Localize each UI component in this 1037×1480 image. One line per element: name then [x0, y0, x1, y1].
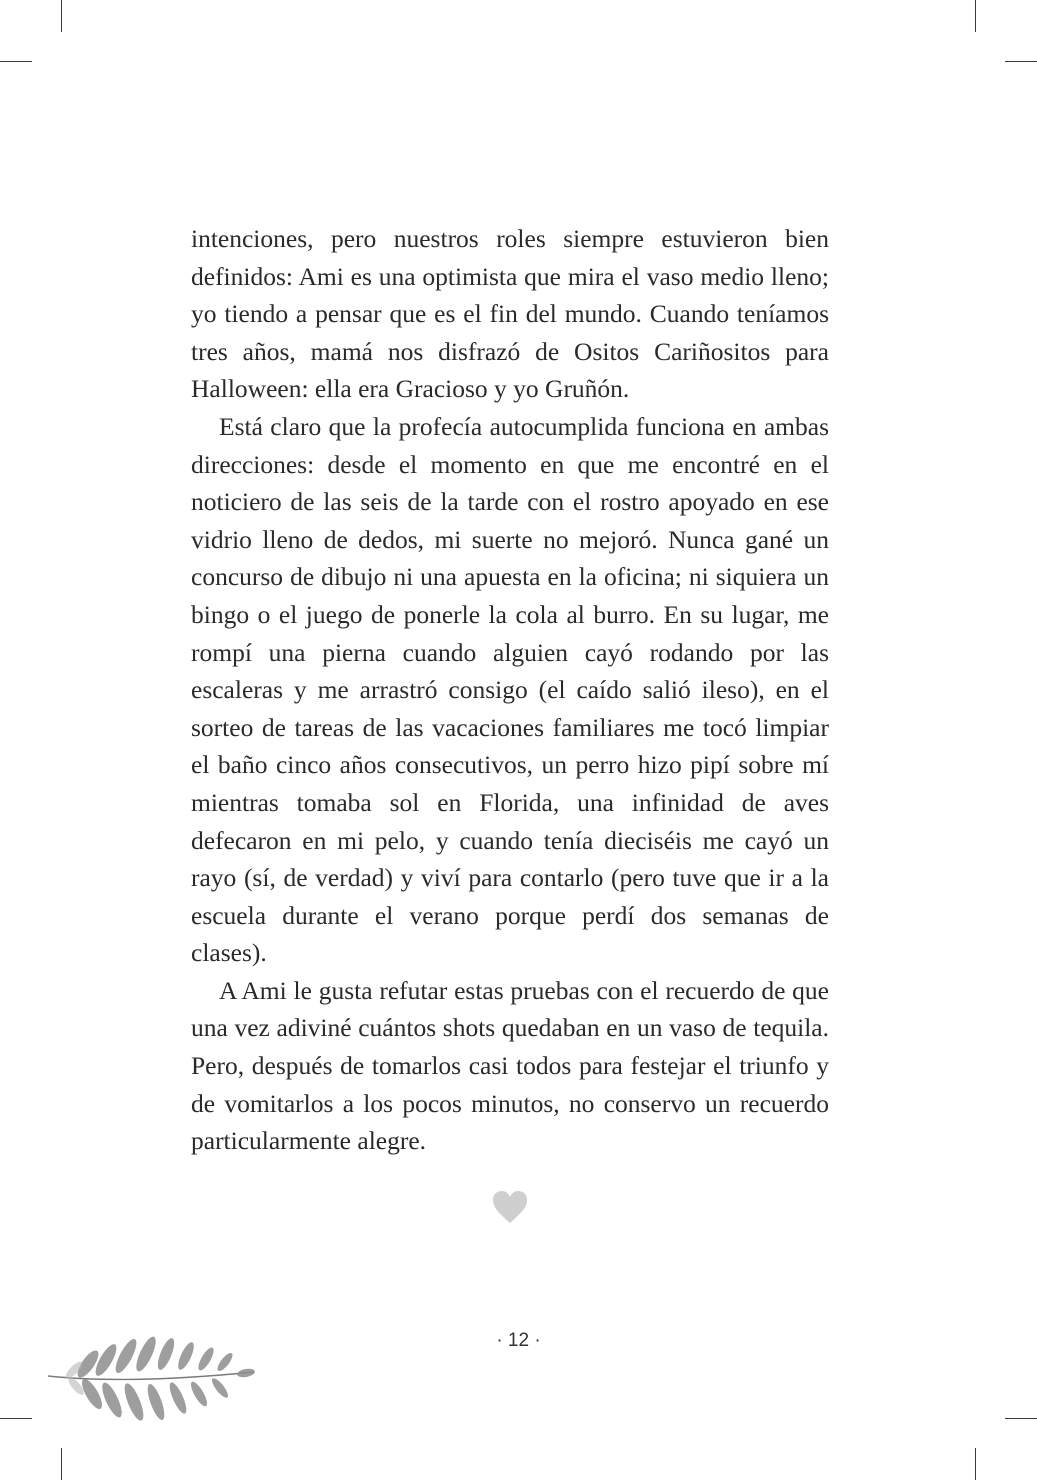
crop-mark-top-left-h [0, 61, 32, 62]
crop-mark-top-right-v [975, 0, 976, 32]
page-number: · 12 · [496, 1330, 541, 1351]
heart-icon [492, 1190, 528, 1224]
paragraph-1: intenciones, pero nuestros roles siempre estuvieron bien definidos: Ami es una optimista que mira el vaso medio lleno; yo tiendo a pensar que es el fin del mundo. Cuando teníamos tres años, mamá nos disfrazó de Ositos Cariñositos para Halloween: ella era Gracioso y yo Gruñón. [191, 224, 829, 404]
crop-mark-bottom-left-h [0, 1418, 32, 1419]
crop-mark-bottom-right-h [1005, 1418, 1037, 1419]
crop-mark-top-right-h [1005, 61, 1037, 62]
crop-mark-bottom-left-v [61, 1448, 62, 1480]
leaf-branch-icon [44, 1328, 259, 1438]
paragraph-3: A Ami le gusta refutar estas pruebas con el recuerdo de que una vez adiviné cuántos shots quedaban en un vaso de tequila. Pero, después de tomarlos casi todos para festejar el triunfo y de vomitarlos a los pocos minutos, no conservo un recuerdo particularmente alegre. [191, 975, 829, 1156]
crop-mark-bottom-right-v [975, 1448, 976, 1480]
paragraph-2: Está claro que la profecía autocumplida funciona en ambas direcciones: desde el momento en que me encontré en el noticiero de las seis de la tarde con el rostro apoyado en ese vidrio lleno de dedos, mi suerte no mejoró. Nunca gané un concurso de dibujo ni una apuesta en la oficina; ni siquiera un bingo o el juego de ponerle la cola al burro. En su lugar, me rompí una pierna cuando alguien cayó rodando por las escaleras y me arrastró consigo (el caído salió ileso), en el sorteo de tareas de las vacaciones familiares me tocó limpiar el baño cinco años consecutivos, un perro hizo pipí sobre mí mientras tomaba sol en Florida, una infinidad de aves defecaron en mi pelo, y cuando tenía dieciséis me cayó un rayo (sí, de verdad) y viví para contarlo (pero tuve que ir a la escuela durante el verano porque perdí dos semanas de clases). [191, 411, 829, 968]
crop-mark-top-left-v [61, 0, 62, 32]
body-text [191, 220, 829, 1160]
